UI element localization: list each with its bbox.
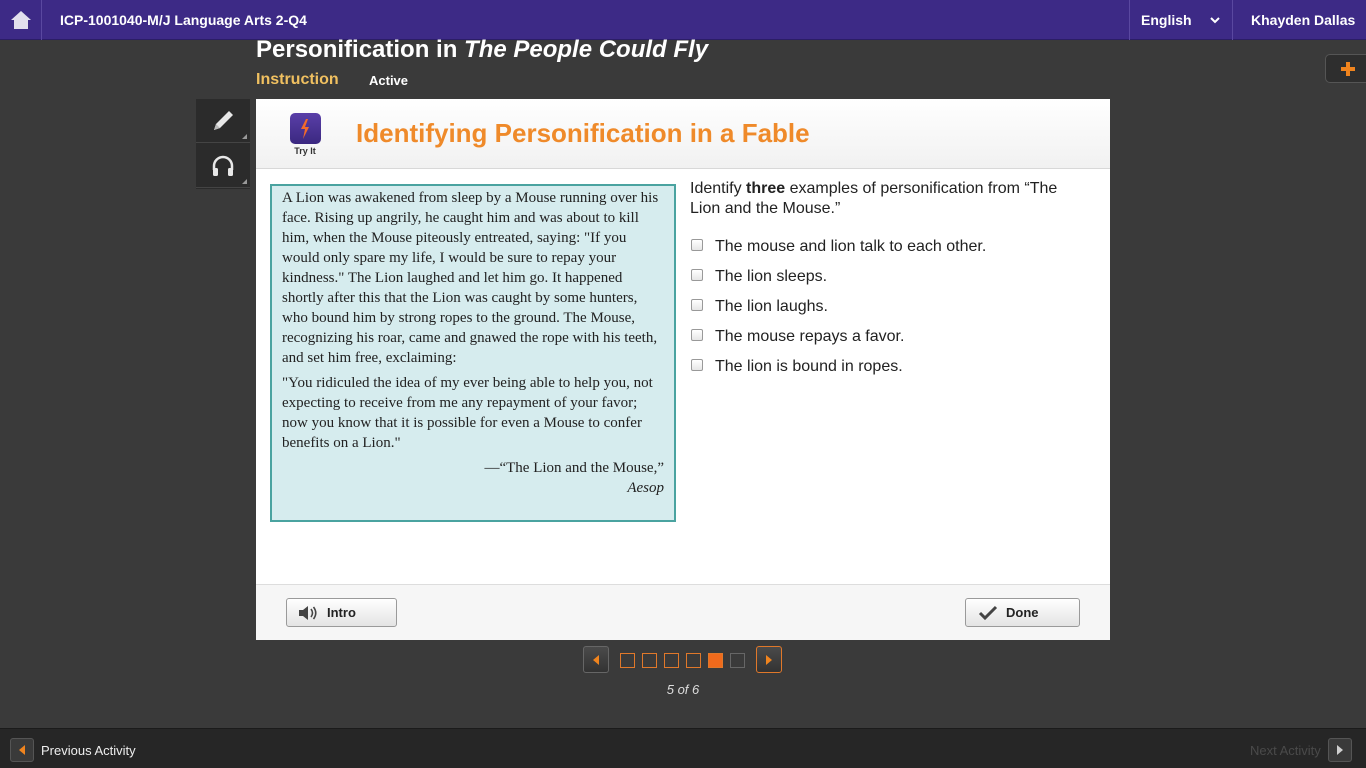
expand-button[interactable]: [1325, 54, 1366, 83]
lesson-title-prefix: Personification in: [256, 36, 465, 63]
activity-panel: [256, 99, 1110, 640]
tab-instruction[interactable]: Instruction: [256, 71, 339, 88]
page-indicator-2[interactable]: [642, 653, 657, 668]
page-navigator: [583, 646, 783, 674]
annotate-tool-button[interactable]: [196, 99, 250, 143]
done-button[interactable]: [965, 598, 1080, 627]
plus-icon: [1340, 61, 1356, 77]
previous-page-button[interactable]: [583, 646, 609, 673]
page-count: 5 of 6: [666, 682, 700, 697]
passage-paragraph: A Lion was awakened from sleep by a Mouse running over his face. Rising up angrily, he caught him and was about to kill him, when the Mouse piteously entreated, saying: "If you would only spare my life, I would be sure to repay your kindness." The Lion laughed and let him go. It happened shortly after this that the Lion was caught by some hunters, who bound him by strong ropes to the ground. The Mouse, recognizing his roar, came and gnawed the rope with his teeth, and set him free, exclaiming:: [282, 190, 659, 366]
option-label: The lion is bound in ropes.: [715, 358, 903, 375]
next-page-button[interactable]: [756, 646, 782, 673]
arrow-left-icon: [591, 654, 601, 666]
try-it-label: Try It: [294, 146, 316, 156]
tool-corner-marker: [242, 179, 247, 184]
option-checkbox[interactable]: [691, 269, 703, 281]
previous-activity-label: Previous Activity: [41, 742, 136, 758]
pencil-icon: [210, 108, 236, 134]
checkmark-icon: [978, 605, 998, 621]
tool-palette: [196, 99, 250, 189]
previous-activity-button[interactable]: [10, 738, 136, 762]
speaker-icon: [297, 604, 319, 622]
question-emphasis: three: [746, 180, 786, 197]
page-indicator-3[interactable]: [664, 653, 679, 668]
next-activity-button[interactable]: [1250, 738, 1352, 762]
intro-button-label: Intro: [327, 605, 356, 620]
bottom-bar: [0, 728, 1366, 768]
audio-tool-button[interactable]: [196, 144, 250, 188]
language-select[interactable]: [1129, 0, 1232, 40]
activity-header: [256, 99, 1110, 169]
try-it-badge: [289, 113, 321, 157]
option-checkbox[interactable]: [691, 329, 703, 341]
page-indicator-4[interactable]: [686, 653, 701, 668]
page-indicator-1[interactable]: [620, 653, 635, 668]
home-icon: [10, 10, 32, 30]
lightning-icon: [290, 113, 321, 144]
done-button-label: Done: [1006, 605, 1039, 620]
question-text: Identify: [690, 180, 747, 197]
option-label: The mouse repays a favor.: [715, 328, 905, 345]
answer-option[interactable]: [690, 262, 986, 292]
page-indicator-5[interactable]: [708, 653, 723, 668]
tool-corner-marker: [242, 134, 247, 139]
passage-attribution: —“The Lion and the Mouse,”: [484, 460, 664, 476]
course-title: ICP-1001040-M/J Language Arts 2-Q4: [60, 12, 307, 28]
next-activity-label: Next Activity: [1250, 742, 1321, 758]
arrow-left-icon: [10, 738, 34, 762]
option-checkbox[interactable]: [691, 239, 703, 251]
activity-title: Identifying Personification in a Fable: [356, 118, 810, 148]
activity-footer: [256, 584, 1110, 640]
passage-paragraph: "You ridiculed the idea of my ever being able to help you, not expecting to receive from me any repayment of your favor; now you know that it is possible for even a Mouse to confer benefits on a Lion.": [282, 375, 653, 451]
status-label: Active: [369, 73, 409, 88]
option-label: The mouse and lion talk to each other.: [715, 238, 987, 255]
home-button[interactable]: [0, 0, 42, 40]
arrow-right-icon: [764, 654, 774, 666]
answer-options: [690, 232, 986, 382]
option-checkbox[interactable]: [691, 299, 703, 311]
option-label: The lion sleeps.: [715, 268, 828, 285]
top-bar: [0, 0, 1366, 40]
answer-option[interactable]: [690, 292, 986, 322]
user-name[interactable]: Khayden Dallas: [1232, 0, 1366, 40]
intro-button[interactable]: [286, 598, 397, 627]
chevron-down-icon: [1210, 15, 1220, 25]
question-text: examples of personification from “The Lion and the Mouse.”: [690, 180, 1058, 217]
question-prompt: [690, 179, 1080, 219]
answer-option[interactable]: [690, 352, 986, 382]
fable-passage: [270, 184, 676, 522]
answer-option[interactable]: [690, 322, 986, 352]
arrow-right-icon: [1328, 738, 1352, 762]
lesson-title-book: The People Could Fly: [464, 36, 709, 63]
page-indicator-6[interactable]: [730, 653, 745, 668]
headphones-icon: [210, 154, 236, 178]
language-value: English: [1141, 12, 1192, 28]
option-checkbox[interactable]: [691, 359, 703, 371]
answer-option[interactable]: [690, 232, 986, 262]
lesson-title: [256, 36, 708, 64]
passage-author: Aesop: [627, 480, 664, 496]
option-label: The lion laughs.: [715, 298, 828, 315]
